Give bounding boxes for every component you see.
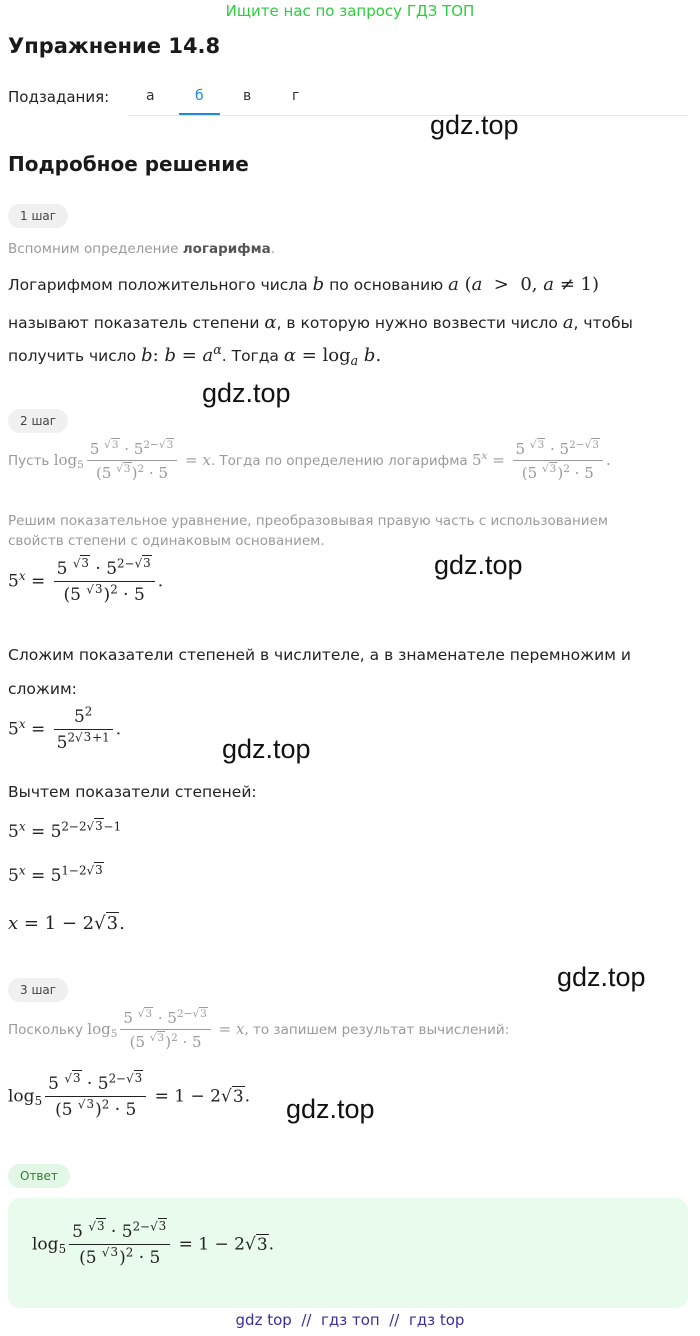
step1-text: по основанию: [329, 276, 444, 294]
answer-badge: Ответ: [8, 1164, 70, 1188]
step1-text: получить число: [8, 347, 137, 365]
footer-links[interactable]: gdz top // гдз топ // гдз top: [235, 1311, 465, 1329]
tab-g[interactable]: г: [292, 88, 300, 104]
step1-intro: [8, 241, 275, 257]
step1-intro-bold: логарифма: [182, 241, 271, 257]
watermark: gdz.top: [202, 378, 291, 408]
math: b: [312, 274, 325, 295]
watermark: gdz.top: [222, 734, 311, 764]
step2-text: . Тогда по определению логарифма: [210, 453, 468, 469]
step2-paragraph: Сложим показатели степеней в числителе, а в знаменателе перемножим и сложим:: [8, 646, 631, 698]
step3-line1: [8, 1009, 509, 1051]
math: $\alpha = \log_a b$.: [283, 345, 382, 368]
step2-paragraph: Решим показательное уравнение, преобразовывая правую часть с использованием свойств степени с одинаковым основанием.: [8, 513, 609, 549]
math: b: $b = a^\alpha$: [141, 342, 222, 366]
step1-text: , чтобы: [573, 314, 633, 332]
top-banner[interactable]: Ищите нас по запросу ГДЗ ТОП: [225, 2, 475, 20]
math: α: [264, 312, 277, 333]
step2-text: Пусть: [8, 453, 50, 469]
tab-b-underline: [179, 113, 220, 115]
step1-text: Логарифмом положительного числа: [8, 276, 308, 294]
subtasks-label: Подзадания:: [8, 88, 110, 106]
math: $\log_5$ $\frac{5 ^{√3} \cdot 5^{2-√3}}{(5 ^{√3})^2 \cdot 5}$ = x: [53, 439, 211, 482]
math: $\log_5$ $\frac{5 ^{√3} \cdot 5^{2-√3}}{(5 ^{√3})^2 \cdot 5}$ = x: [87, 1008, 245, 1051]
section-title: Подробное решение: [8, 152, 249, 176]
equation: x = 1 − 2√3.: [8, 913, 125, 934]
watermark: gdz.top: [430, 110, 519, 140]
step1-text: , в которую нужно возвести число: [276, 314, 558, 332]
step1-line1: [8, 274, 599, 295]
watermark: gdz.top: [557, 962, 646, 992]
watermark: gdz.top: [434, 550, 523, 580]
step2-paragraph: Вычтем показатели степеней:: [8, 783, 257, 801]
math: a: [562, 312, 574, 333]
step1-text: называют показатель степени: [8, 314, 260, 332]
step2-line1: [8, 440, 611, 482]
math: $5^x$ = $\frac{5 ^{√3} \cdot 5^{2-√3}}{(5 ^{√3})^2 \cdot 5}$ .: [471, 439, 611, 482]
answer-box: [8, 1198, 688, 1308]
step1-intro-text: Вспомним определение: [8, 241, 183, 257]
answer-equation: $\log_5$ $\frac{5 ^{√3} \cdot 5^{2-√3}}{(5 ^{√3})^2 \cdot 5}$ = 1 − 2√3.: [32, 1219, 275, 1268]
equation: $5^x$ = $\frac{5 ^{√3} \cdot 5^{2-√3}}{(5 ^{√3})^2 \cdot 5}$ .: [8, 556, 164, 605]
subtasks-divider: [128, 115, 688, 116]
math: a (a > 0, a ≠ 1): [448, 274, 599, 295]
step1-line2: [8, 312, 633, 333]
tab-b[interactable]: б: [195, 88, 204, 104]
step-badge: 1 шаг: [8, 204, 68, 228]
equation: $\log_5$ $\frac{5 ^{√3} \cdot 5^{2-√3}}{(5 ^{√3})^2 \cdot 5}$ = 1 − 2√3.: [8, 1071, 251, 1120]
equation: $5^x = 5^{1-2√3}$: [8, 863, 103, 886]
equation: $5^x$ = $\frac{5^2}{5^{2√3+1}}$ .: [8, 704, 122, 753]
step-badge: 3 шаг: [8, 978, 68, 1002]
tab-v[interactable]: в: [243, 88, 252, 104]
step-badge: 2 шаг: [8, 409, 68, 433]
tab-a[interactable]: а: [146, 88, 155, 104]
step1-line3: [8, 342, 382, 368]
step3-text: Поскольку: [8, 1022, 83, 1038]
step3-text: , то запишем результат вычислений:: [244, 1022, 510, 1038]
watermark: gdz.top: [286, 1094, 375, 1124]
page-title: Упражнение 14.8: [8, 34, 221, 58]
step1-intro-suffix: .: [270, 241, 276, 257]
step1-text: . Тогда: [221, 347, 279, 365]
equation: $5^x = 5^{2-2√3-1}$: [8, 819, 122, 842]
